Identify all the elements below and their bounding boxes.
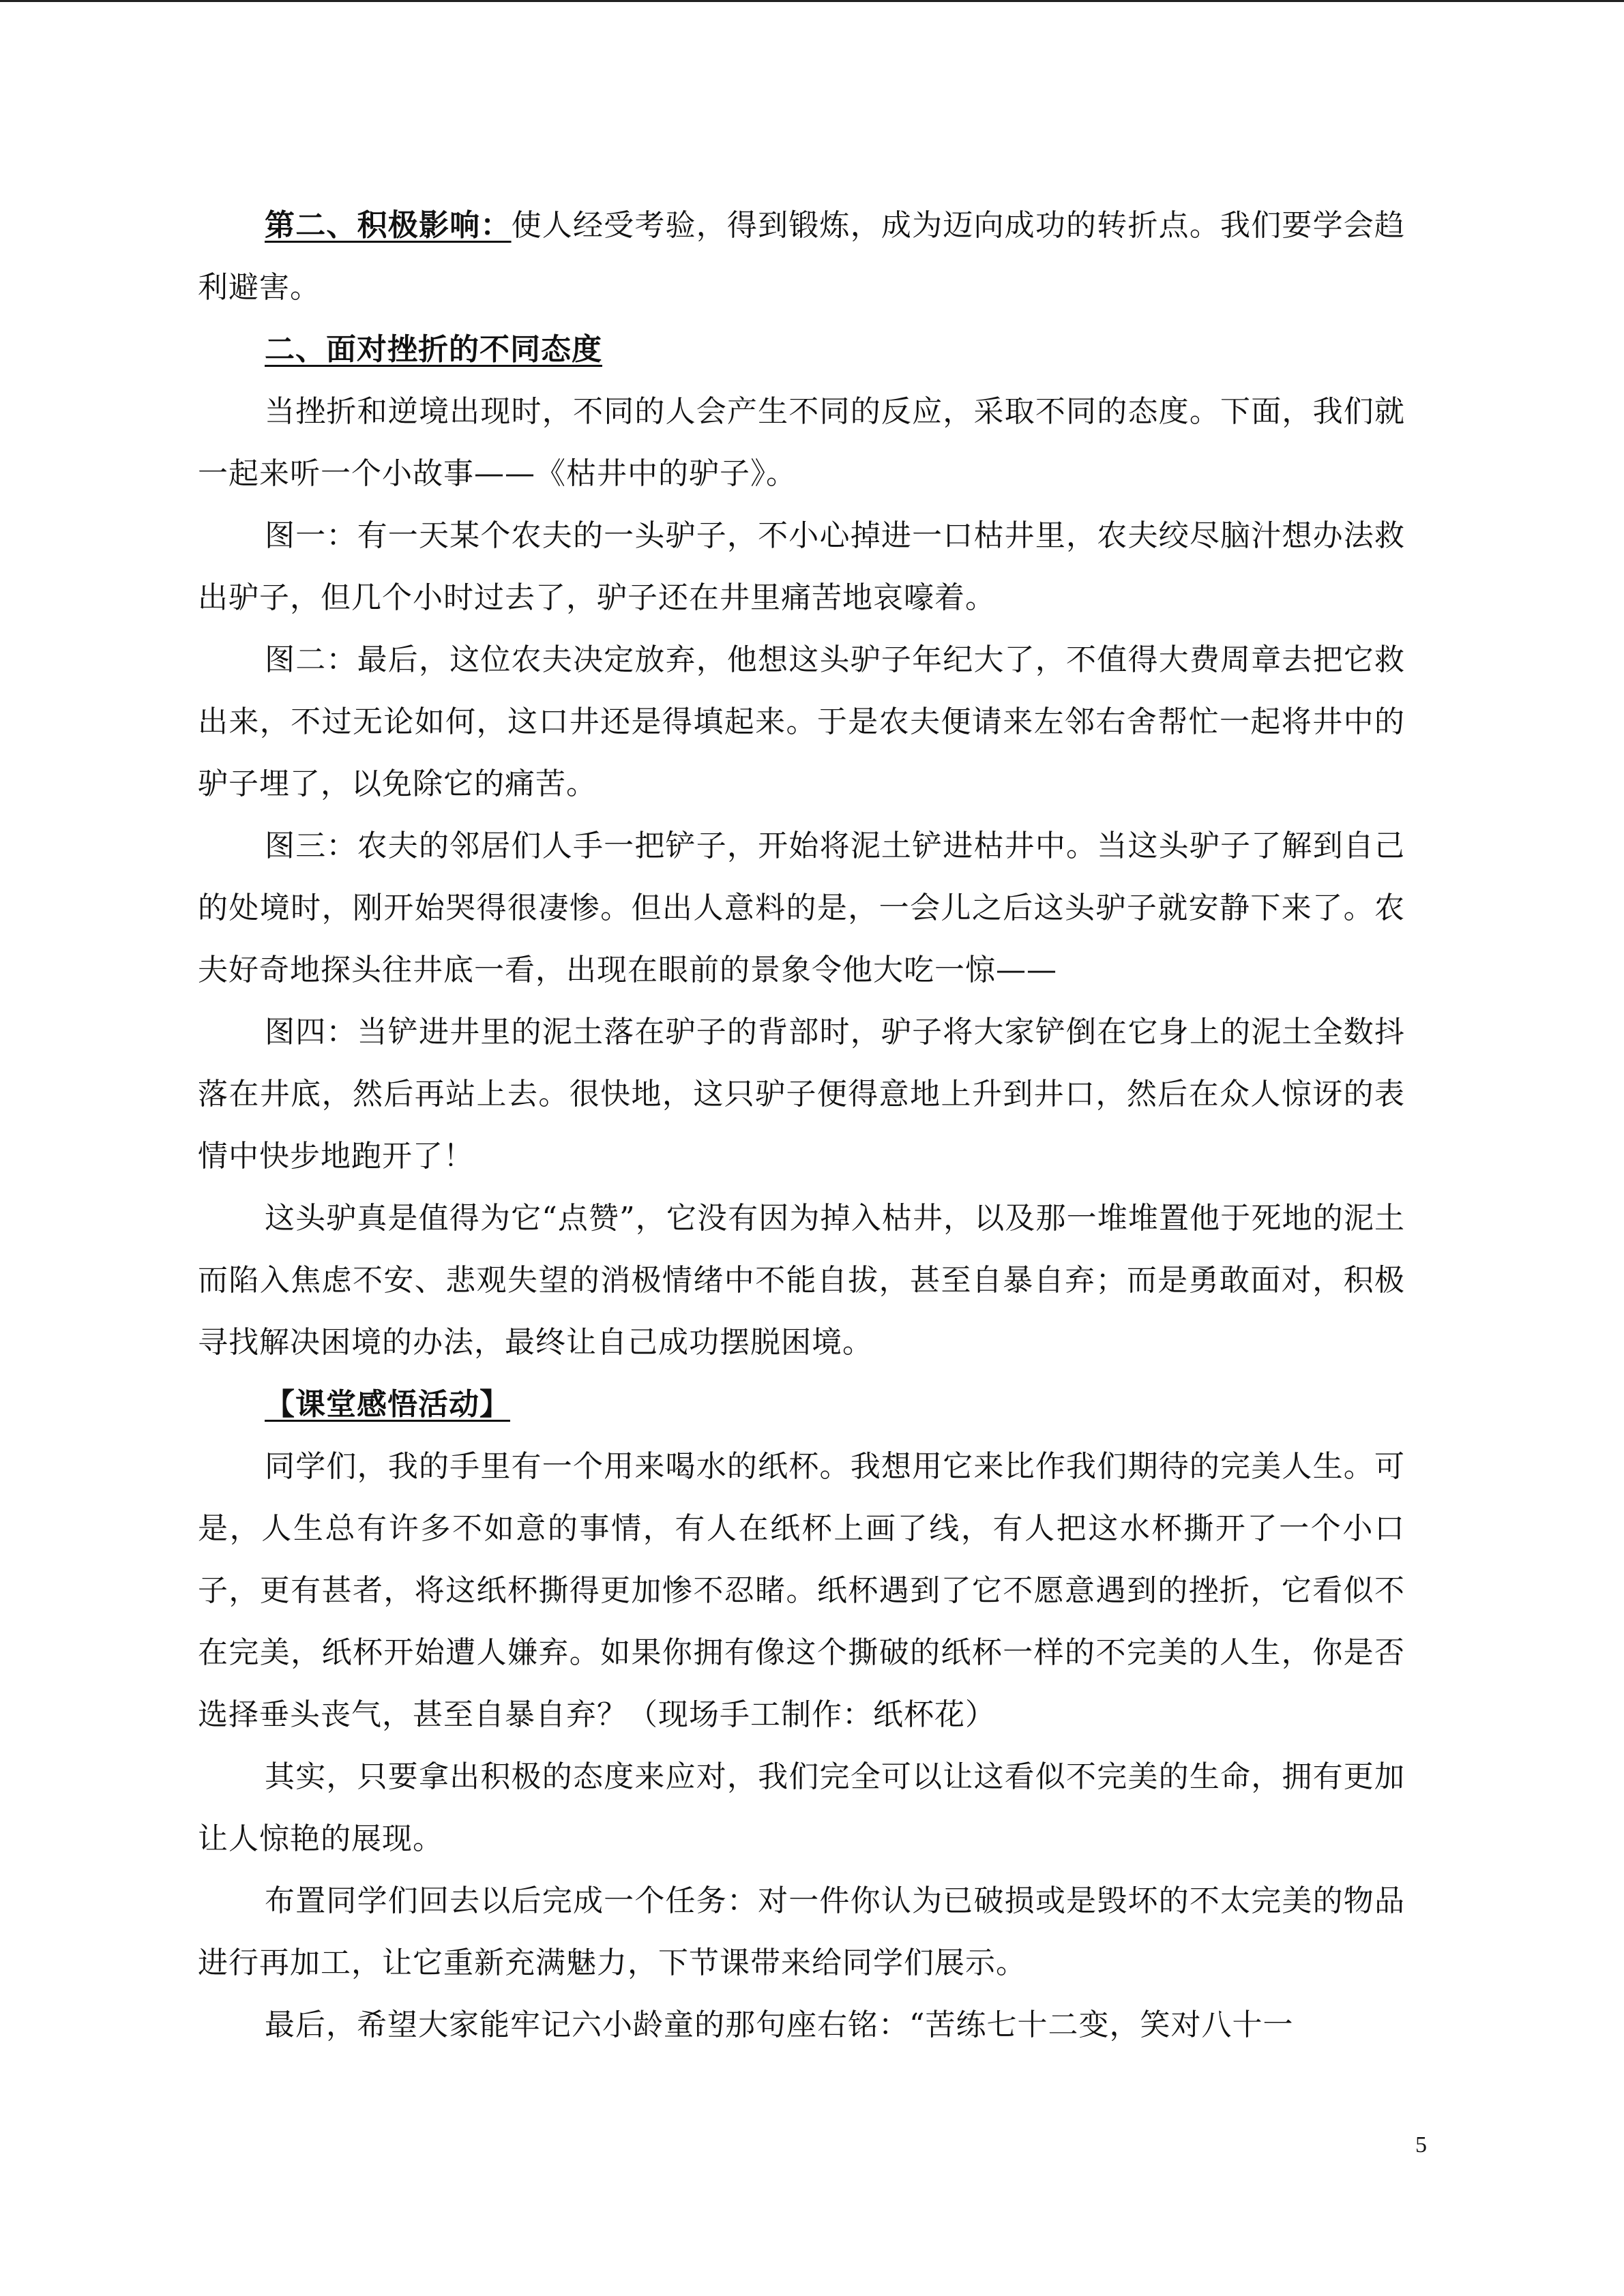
paragraph-figure-three: 图三：农夫的邻居们人手一把铲子，开始将泥土铲进枯井中。当这头驴子了解到自己的处境时，刚开始哭得很凄惨。但出人意料的是，一会儿之后这头驴子就安静下来了。农夫好奇地探头往井底一看，出现在眼前的景象令他大吃一惊——: [198, 829, 1405, 987]
paragraph-text: 使人经受考验，得到锻炼，成为迈向成功的转折点。我们要学会趋利避害。: [198, 208, 1406, 305]
paragraph-figure-four: 图四：当铲进井里的泥土落在驴子的背部时，驴子将大家铲倒在它身上的泥土全数抖落在井底，然后再站上去。很快地，这只驴子便得意地上升到井口，然后在众人惊讶的表情中快步地跑开了！: [198, 1015, 1405, 1174]
paragraph-positive-attitude: 其实，只要拿出积极的态度来应对，我们完全可以让这看似不完美的生命，拥有更加让人惊艳的展现。: [198, 1759, 1405, 1856]
paragraph-lead-heading: 第二、积极影响：: [265, 208, 512, 243]
section-heading-attitudes: 二、面对挫折的不同态度: [265, 332, 602, 367]
paragraph-story-conclusion: 这头驴真是值得为它“点赞”，它没有因为掉入枯井，以及那一堆堆置他于死地的泥土而陷入焦虑不安、悲观失望的消极情绪中不能自拔，甚至自暴自弃；而是勇敢面对，积极寻找解决困境的办法，最终让自己成功摆脱困境。: [198, 1201, 1405, 1360]
paragraph-closing-motto: 最后，希望大家能牢记六小龄童的那句座右铭：“苦练七十二变，笑对八十一: [265, 2008, 1294, 2042]
page-number: 5: [1415, 2132, 1427, 2158]
paragraph-positive-impact: [198, 194, 1405, 318]
paragraph-figure-two: 图二：最后，这位农夫决定放弃，他想这头驴子年纪大了，不值得大费周章去把它救出来，不过无论如何，这口井还是得填起来。于是农夫便请来左邻右舍帮忙一起将井中的驴子埋了，以免除它的痛苦。: [198, 642, 1405, 801]
paragraph-intro-story: 当挫折和逆境出现时，不同的人会产生不同的反应，采取不同的态度。下面，我们就一起来听一个小故事——《枯井中的驴子》。: [198, 394, 1405, 491]
paragraph-figure-one: 图一：有一天某个农夫的一头驴子，不小心掉进一口枯井里，农夫绞尽脑汁想办法救出驴子，但几个小时过去了，驴子还在井里痛苦地哀嚎着。: [198, 518, 1405, 615]
paragraph-paper-cup: 同学们，我的手里有一个用来喝水的纸杯。我想用它来比作我们期待的完美人生。可是，人生总有许多不如意的事情，有人在纸杯上画了线，有人把这水杯撕开了一个小口子，更有甚者，将这纸杯撕得更加惨不忍睹。纸杯遇到了它不愿意遇到的挫折，它看似不在完美，纸杯开始遭人嫌弃。如果你拥有像这个撕破的纸杯一样的不完美的人生，你是否选择垂头丧气，甚至自暴自弃？（现场手工制作：纸杯花）: [198, 1449, 1405, 1732]
section-heading-classroom-activity: 【课堂感悟活动】: [265, 1387, 510, 1422]
paragraph-homework-task: 布置同学们回去以后完成一个任务：对一件你认为已破损或是毁坏的不太完美的物品进行再加工，让它重新充满魅力，下节课带来给同学们展示。: [198, 1883, 1405, 1980]
top-border-line: [0, 0, 1624, 2]
document-body: [198, 194, 1405, 2056]
